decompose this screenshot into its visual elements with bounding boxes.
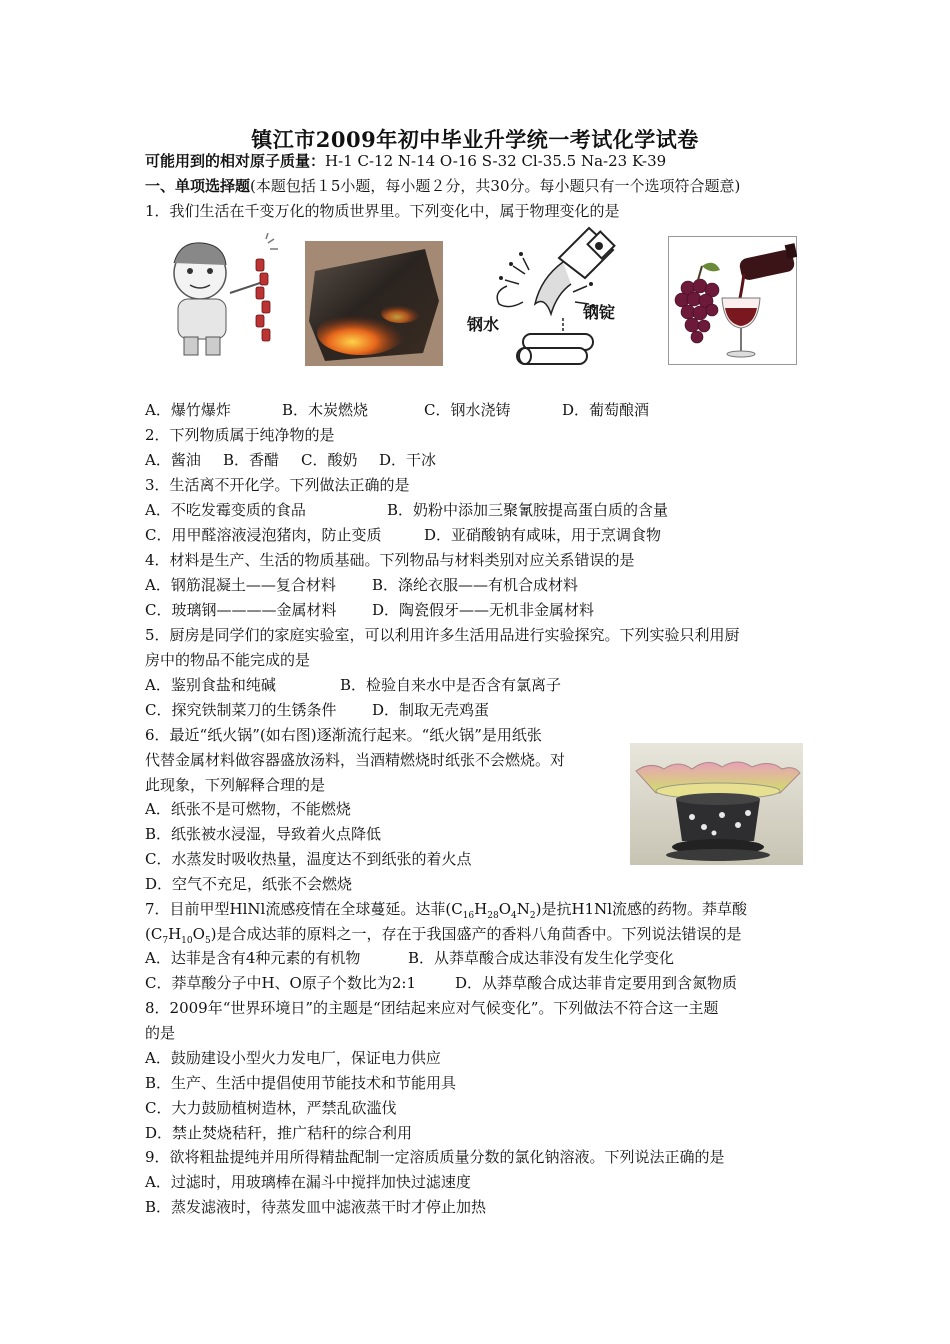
q7-option-d: D．从莽草酸合成达菲肯定要用到含氮物质 xyxy=(455,974,738,992)
q4-option-d: D．陶瓷假牙——无机非金属材料 xyxy=(372,601,595,619)
q1-option-c: C．钢水浇铸 xyxy=(424,401,511,419)
q1-stem: 1．我们生活在千变万化的物质世界里。下列变化中，属于物理变化的是 xyxy=(145,202,620,220)
q7-options-row1 xyxy=(145,948,674,968)
atomic-mass-values: H-1 C-12 N-14 O-16 S-32 Cl-35.5 Na-23 K-39 xyxy=(325,152,667,170)
section-heading: 一、单项选择题 xyxy=(145,177,251,195)
q2-option-b: B．香醋 xyxy=(223,451,280,469)
q5-options-row1 xyxy=(145,675,561,695)
q9-option-a: A．过滤时，用玻璃棒在漏斗中搅拌加快过滤速度 xyxy=(145,1173,471,1191)
q7-stem-line1 xyxy=(145,899,747,919)
q2-option-a: A．酱油 xyxy=(145,451,201,469)
subscript: 5 xyxy=(204,936,211,946)
q6-stem-line1: 6．最近“纸火锅”(如右图)逐渐流行起来。“纸火锅”是用纸张 xyxy=(145,726,542,744)
q1-option-a: A．爆竹爆炸 xyxy=(145,401,231,419)
q5-option-d: D．制取无壳鸡蛋 xyxy=(372,701,490,719)
q7-text: (C xyxy=(145,925,163,943)
q8-option-c: C．大力鼓励植树造林，严禁乱砍滥伐 xyxy=(145,1099,397,1117)
q6-option-c: C．水蒸发时吸收热量，温度达不到纸张的着火点 xyxy=(145,850,472,868)
q7-text: )是合成达菲的原料之一，存在于我国盛产的香料八角茴香中。下列说法错误的是 xyxy=(210,925,742,943)
grape-wine-image xyxy=(668,236,797,365)
exam-title: 镇江市2009年初中毕业升学统一考试化学试卷 xyxy=(251,127,699,152)
subscript: 4 xyxy=(511,911,517,921)
molten-steel-casting-diagram xyxy=(463,222,628,370)
q3-option-d: D．亚硝酸钠有咸味，用于烹调食物 xyxy=(424,526,662,544)
q1-options xyxy=(145,400,649,420)
q3-option-a: A．不吃发霉变质的食品 xyxy=(145,501,306,519)
section-note: (本题包括１5小题，每小题２分，共30分。每小题只有一个选项符合题意) xyxy=(250,177,741,195)
subscript: 16 xyxy=(462,911,475,921)
q3-options-row2 xyxy=(145,525,661,545)
q8-stem-line1: 8．2009年“世界环境日”的主题是“团结起来应对气候变化”。下列做法不符合这一主题 xyxy=(145,999,719,1017)
q8-stem-line2: 的是 xyxy=(145,1024,176,1042)
q7-text: H xyxy=(168,925,182,943)
q7-text: O xyxy=(192,925,205,943)
q3-options-row1 xyxy=(145,500,668,520)
steel-ingot-label: 钢锭 xyxy=(583,303,616,322)
q7-text: O xyxy=(498,900,511,918)
atomic-mass-line xyxy=(145,151,666,171)
q7-text: 7．目前甲型HlNl流感疫情在全球蔓延。达菲(C xyxy=(145,900,463,918)
q7-text: H xyxy=(474,900,488,918)
q5-option-b: B．检验自来水中是否含有氯离子 xyxy=(340,676,562,694)
q5-option-a: A．鉴别食盐和纯碱 xyxy=(145,676,276,694)
q6-stem-line2: 代替金属材料做容器盛放汤料，当酒精燃烧时纸张不会燃烧。对 xyxy=(145,751,566,769)
subscript: 2 xyxy=(529,911,536,921)
q7-text: )是抗H1Nl流感的药物。莽草酸 xyxy=(535,900,747,918)
firecracker-cartoon-image xyxy=(160,233,280,361)
q7-option-a: A．达菲是含有4种元素的有机物 xyxy=(145,949,361,967)
q2-option-c: C．酸奶 xyxy=(301,451,358,469)
q6-option-d: D．空气不充足，纸张不会燃烧 xyxy=(145,875,353,893)
q8-option-b: B．生产、生活中提倡使用节能技术和节能用具 xyxy=(145,1074,457,1092)
q3-stem: 3．生活离不开化学。下列做法正确的是 xyxy=(145,476,410,494)
q4-stem: 4．材料是生产、生活的物质基础。下列物品与材料类别对应关系错误的是 xyxy=(145,551,635,569)
q9-stem: 9．欲将粗盐提纯并用所得精盐配制一定溶质质量分数的氯化钠溶液。下列说法正确的是 xyxy=(145,1148,725,1166)
q4-options-row1 xyxy=(145,575,578,595)
q7-text: N xyxy=(516,900,530,918)
q5-option-c: C．探究铁制菜刀的生锈条件 xyxy=(145,701,337,719)
q6-stem-line3: 此现象，下列解释合理的是 xyxy=(145,776,326,794)
q5-stem-line1: 5．厨房是同学们的家庭实验室，可以利用许多生活用品进行实验探究。下列实验只利用厨 xyxy=(145,626,740,644)
q8-option-a: A．鼓励建设小型火力发电厂，保证电力供应 xyxy=(145,1049,441,1067)
q9-option-b: B．蒸发滤液时，待蒸发皿中滤液蒸干时才停止加热 xyxy=(145,1198,487,1216)
subscript: 7 xyxy=(162,936,169,946)
molten-steel-label: 钢水 xyxy=(467,315,500,334)
section-heading-line xyxy=(145,176,740,196)
q7-options-row2 xyxy=(145,973,737,993)
q4-option-c: C．玻璃钢————金属材料 xyxy=(145,601,337,619)
q5-options-row2 xyxy=(145,700,489,720)
q2-options xyxy=(145,450,436,470)
atomic-mass-label: 可能用到的相对原子质量： xyxy=(145,152,326,170)
q5-stem-line2: 房中的物品不能完成的是 xyxy=(145,651,311,669)
paper-hotpot-image xyxy=(630,743,803,865)
subscript: 28 xyxy=(487,911,499,921)
q3-option-b: B．奶粉中添加三聚氰胺提高蛋白质的含量 xyxy=(387,501,669,519)
q2-option-d: D．干冰 xyxy=(379,451,437,469)
q4-option-b: B．涤纶衣服——有机合成材料 xyxy=(372,576,579,594)
q4-option-a: A．钢筋混凝土——复合材料 xyxy=(145,576,336,594)
q1-option-d: D．葡萄酿酒 xyxy=(562,401,650,419)
q1-option-b: B．木炭燃烧 xyxy=(282,401,369,419)
q7-option-b: B．从莽草酸合成达菲没有发生化学变化 xyxy=(408,949,675,967)
q2-stem: 2．下列物质属于纯净物的是 xyxy=(145,426,335,444)
burning-charcoal-image xyxy=(305,241,443,366)
q7-stem-line2 xyxy=(145,924,742,944)
q4-options-row2 xyxy=(145,600,594,620)
subscript: 10 xyxy=(181,936,193,946)
q7-option-c: C．莽草酸分子中H、O原子个数比为2:1 xyxy=(145,974,416,992)
q8-option-d: D．禁止焚烧秸秆，推广秸秆的综合利用 xyxy=(145,1124,413,1142)
q6-option-a: A．纸张不是可燃物，不能燃烧 xyxy=(145,800,351,818)
q3-option-c: C．用甲醛溶液浸泡猪肉，防止变质 xyxy=(145,526,382,544)
q6-option-b: B．纸张被水浸湿，导致着火点降低 xyxy=(145,825,382,843)
